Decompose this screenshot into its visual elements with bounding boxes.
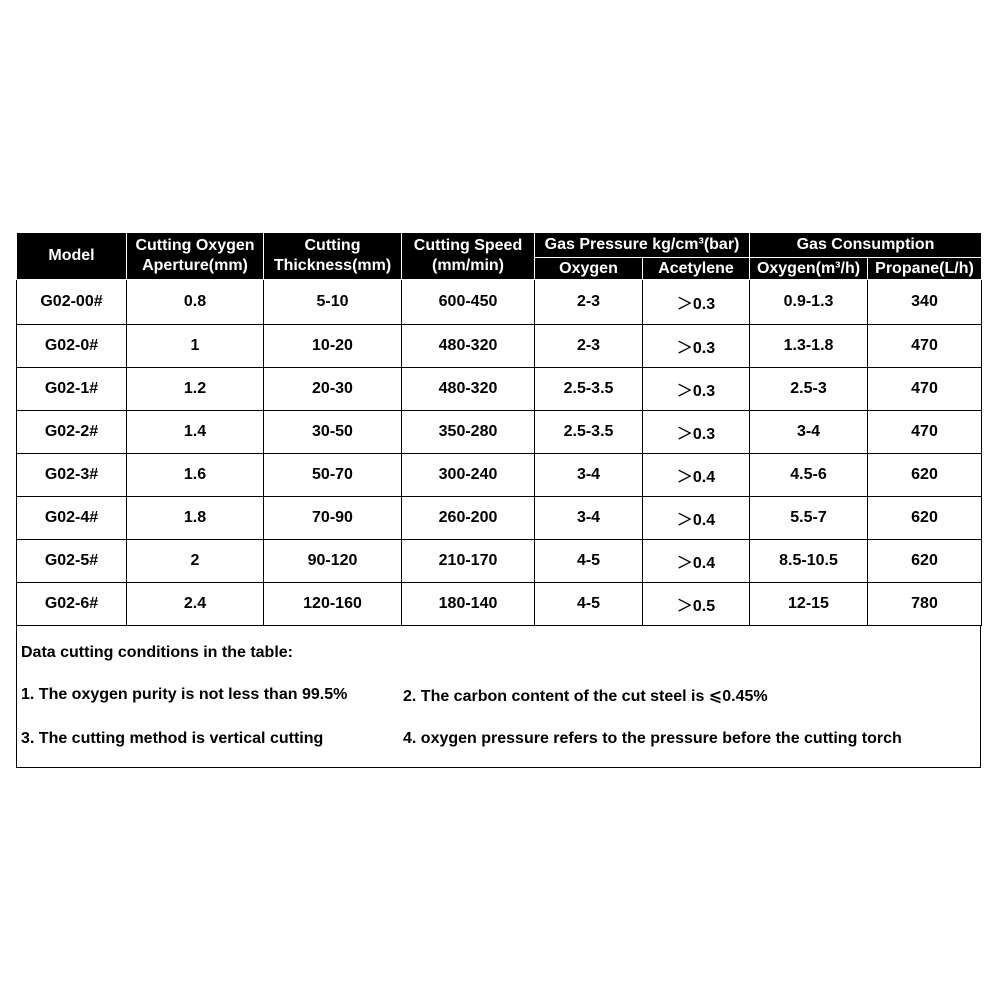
note-3: 3. The cutting method is vertical cutting [21, 730, 324, 747]
notes-box [16, 626, 981, 768]
cell-oxygen-consumption: 1.3-1.8 [750, 325, 868, 368]
note-2: 2. The carbon content of the cut steel is ⩽0.45% [403, 688, 768, 705]
cell-speed: 350-280 [402, 411, 535, 454]
cell-oxygen-consumption: 12-15 [750, 583, 868, 626]
cell-aperture: 2.4 [127, 583, 264, 626]
table-row [17, 325, 982, 368]
cell-propane: 470 [868, 325, 982, 368]
cell-aperture: 1 [127, 325, 264, 368]
cell-thickness: 5-10 [264, 280, 402, 325]
cell-thickness: 120-160 [264, 583, 402, 626]
cell-model: G02-1# [17, 368, 127, 411]
table-row [17, 368, 982, 411]
header-oxygen-consumption: Oxygen(m³/h) [750, 258, 868, 280]
cell-speed: 480-320 [402, 368, 535, 411]
spec-sheet [16, 232, 981, 768]
cell-acetylene: ＞0.3 [643, 325, 750, 368]
cell-thickness: 20-30 [264, 368, 402, 411]
cell-model: G02-2# [17, 411, 127, 454]
header-gas-pressure: Gas Pressure kg/cm³(bar) [535, 233, 750, 258]
cell-oxygen: 3-4 [535, 454, 643, 497]
cell-oxygen: 2.5-3.5 [535, 411, 643, 454]
cell-aperture: 0.8 [127, 280, 264, 325]
cell-thickness: 70-90 [264, 497, 402, 540]
table-row [17, 454, 982, 497]
cell-oxygen-consumption: 4.5-6 [750, 454, 868, 497]
header-aperture: Cutting Oxygen Aperture(mm) [127, 233, 264, 280]
cell-speed: 300-240 [402, 454, 535, 497]
cell-acetylene: ＞0.5 [643, 583, 750, 626]
cell-aperture: 1.6 [127, 454, 264, 497]
header-speed: Cutting Speed (mm/min) [402, 233, 535, 280]
table-row [17, 497, 982, 540]
cell-propane: 340 [868, 280, 982, 325]
cell-propane: 470 [868, 368, 982, 411]
cell-model: G02-00# [17, 280, 127, 325]
header-acetylene: Acetylene [643, 258, 750, 280]
cell-acetylene: ＞0.4 [643, 454, 750, 497]
cell-model: G02-4# [17, 497, 127, 540]
cell-propane: 620 [868, 454, 982, 497]
cell-oxygen: 2.5-3.5 [535, 368, 643, 411]
cell-speed: 480-320 [402, 325, 535, 368]
cell-acetylene: ＞0.3 [643, 411, 750, 454]
cell-aperture: 1.8 [127, 497, 264, 540]
cell-oxygen: 2-3 [535, 325, 643, 368]
cell-oxygen-consumption: 3-4 [750, 411, 868, 454]
header-thickness: Cutting Thickness(mm) [264, 233, 402, 280]
cell-speed: 210-170 [402, 540, 535, 583]
cell-propane: 780 [868, 583, 982, 626]
cell-oxygen: 3-4 [535, 497, 643, 540]
cell-speed: 260-200 [402, 497, 535, 540]
cell-model: G02-3# [17, 454, 127, 497]
note-1: 1. The oxygen purity is not less than 99.5% [21, 686, 348, 703]
header-gas-consumption: Gas Consumption [750, 233, 982, 258]
cell-oxygen-consumption: 8.5-10.5 [750, 540, 868, 583]
table-body [17, 280, 982, 626]
cell-aperture: 2 [127, 540, 264, 583]
cell-propane: 620 [868, 497, 982, 540]
cell-aperture: 1.4 [127, 411, 264, 454]
header-oxygen: Oxygen [535, 258, 643, 280]
cutting-spec-table [16, 232, 982, 626]
header-row [17, 233, 982, 258]
cell-model: G02-5# [17, 540, 127, 583]
notes-title: Data cutting conditions in the table: [21, 644, 293, 661]
cell-acetylene: ＞0.3 [643, 280, 750, 325]
cell-propane: 620 [868, 540, 982, 583]
cell-acetylene: ＞0.4 [643, 497, 750, 540]
header-propane: Propane(L/h) [868, 258, 982, 280]
cell-thickness: 50-70 [264, 454, 402, 497]
cell-model: G02-6# [17, 583, 127, 626]
cell-acetylene: ＞0.3 [643, 368, 750, 411]
cell-oxygen: 2-3 [535, 280, 643, 325]
cell-oxygen-consumption: 0.9-1.3 [750, 280, 868, 325]
cell-thickness: 90-120 [264, 540, 402, 583]
cell-oxygen: 4-5 [535, 540, 643, 583]
cell-thickness: 30-50 [264, 411, 402, 454]
table-row [17, 583, 982, 626]
cell-oxygen-consumption: 2.5-3 [750, 368, 868, 411]
note-4: 4. oxygen pressure refers to the pressure before the cutting torch [403, 730, 902, 747]
cell-speed: 600-450 [402, 280, 535, 325]
cell-aperture: 1.2 [127, 368, 264, 411]
table-row [17, 540, 982, 583]
cell-oxygen: 4-5 [535, 583, 643, 626]
cell-acetylene: ＞0.4 [643, 540, 750, 583]
table-row [17, 280, 982, 325]
table-row [17, 411, 982, 454]
cell-oxygen-consumption: 5.5-7 [750, 497, 868, 540]
cell-speed: 180-140 [402, 583, 535, 626]
cell-thickness: 10-20 [264, 325, 402, 368]
header-model: Model [17, 233, 127, 280]
cell-model: G02-0# [17, 325, 127, 368]
cell-propane: 470 [868, 411, 982, 454]
